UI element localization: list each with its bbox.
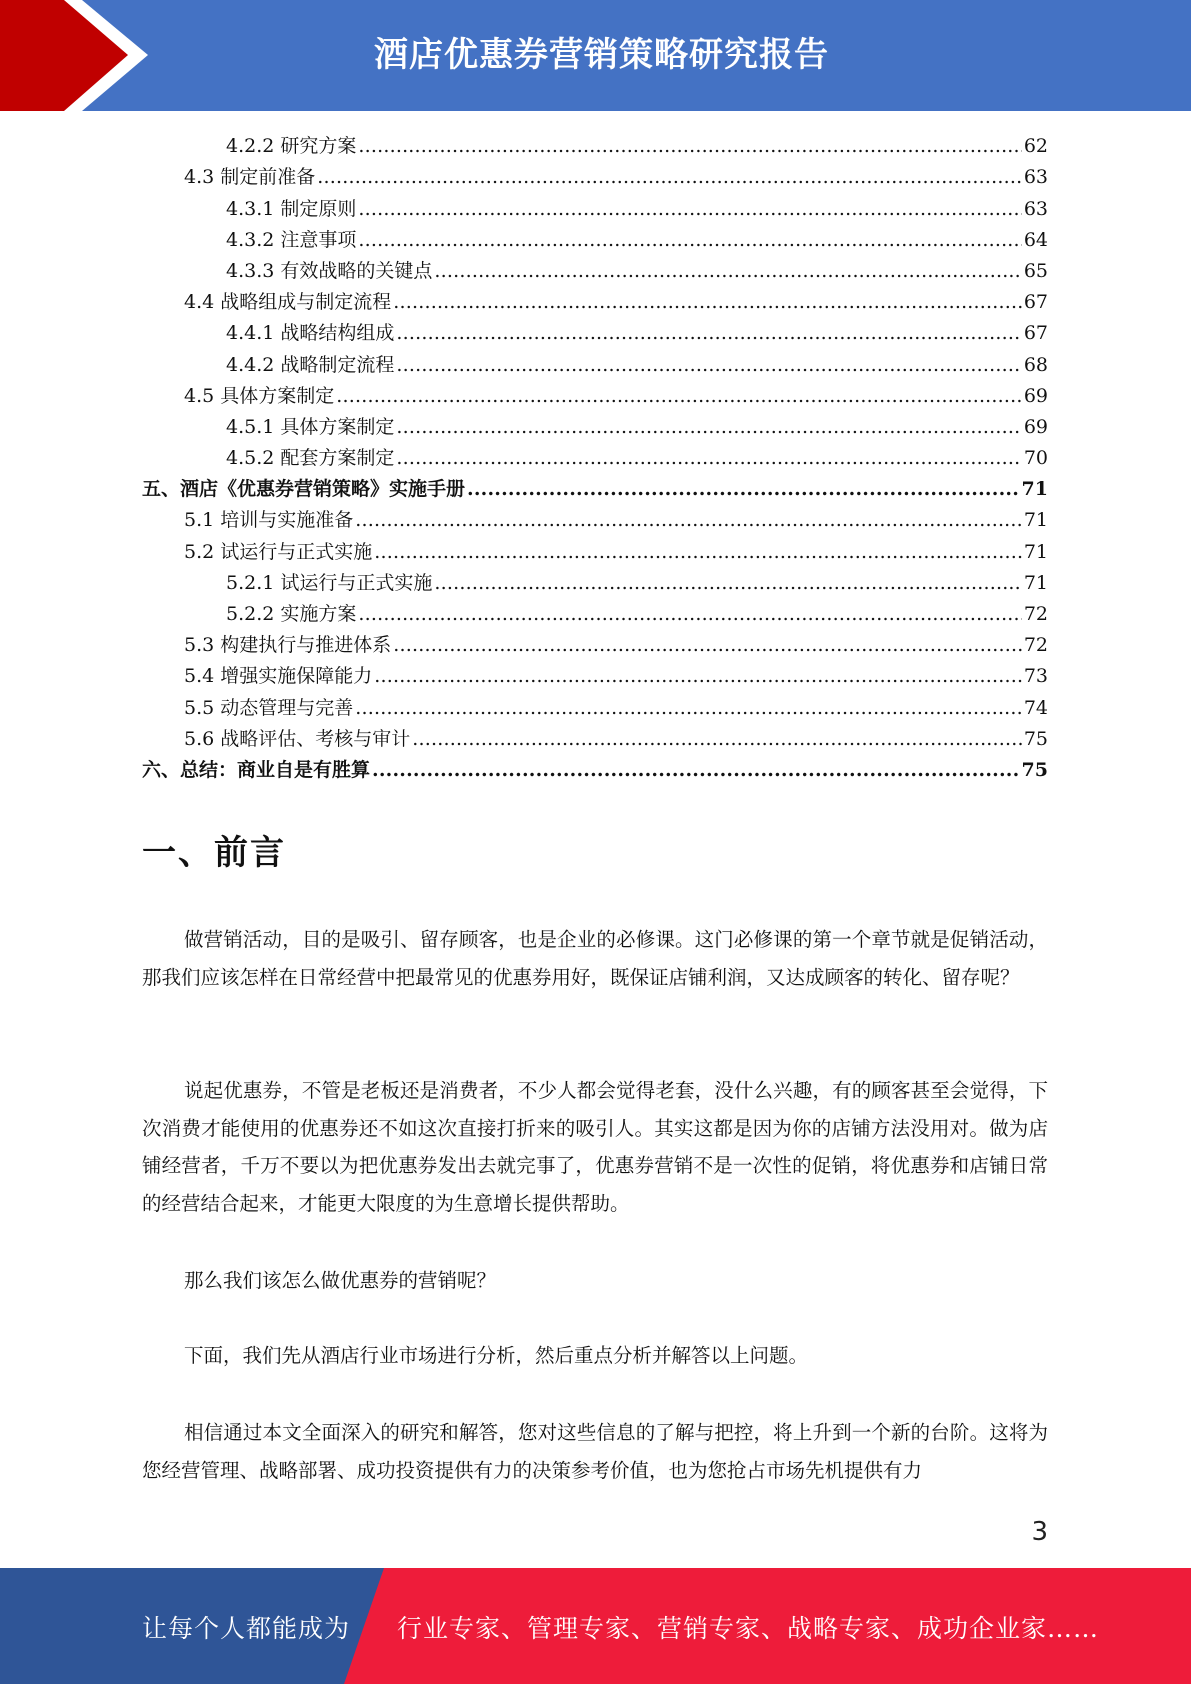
toc-leader-dots [358,197,1021,221]
toc-leader-dots [412,727,1022,751]
toc-entry-page: 72 [1023,603,1048,625]
toc-entry[interactable] [142,439,1048,470]
toc-leader-dots [358,134,1021,158]
toc-entry-title: 五、酒店《优惠券营销策略》实施手册 [142,478,466,501]
toc-leader-dots [336,384,1022,408]
body-paragraph: 说起优惠券，不管是老板还是消费者，不少人都会觉得老套，没什么兴趣，有的顾客甚至会觉得，下次消费才能使用的优惠券还不如这次直接打折来的吸引人。其实这都是因为你的店铺方法没用对。做为店铺经营者，千万不要以为把优惠券发出去就完事了，优惠券营销不是一次性的促销，将优惠券和店铺日常的经营结合起来，才能更大限度的为生意增长提供帮助。 [142,1079,1048,1215]
section-heading: 一、前言 [142,833,286,873]
toc-entry-title: 5.4 增强实施保障能力 [184,665,373,688]
toc-entry-title: 5.6 战略评估、考核与审计 [184,727,411,750]
toc-entry-page: 75 [1023,727,1048,750]
page-number: 3 [1031,1517,1048,1547]
toc-entry-title: 4.4.2 战略制定流程 [226,353,395,376]
body-paragraph: 下面，我们先从酒店行业市场进行分析，然后重点分析并解答以上问题。 [184,1344,809,1367]
toc-entry-page: 63 [1023,166,1048,189]
toc-entry[interactable] [142,127,1048,158]
toc-entry-title: 5.2.2 实施方案 [226,603,357,625]
toc-leader-dots [467,477,1020,501]
toc-leader-dots [434,259,1021,283]
toc-entry-title: 4.4 战略组成与制定流程 [184,291,392,314]
toc-entry-page: 71 [1023,571,1048,594]
toc-entry[interactable] [142,408,1048,439]
table-of-contents [142,127,1048,782]
body-paragraph: 那么我们该怎么做优惠券的营销呢？ [184,1269,497,1292]
toc-entry-page: 69 [1023,415,1048,438]
toc-leader-dots [393,633,1022,657]
toc-entry-title: 5.3 构建执行与推进体系 [184,634,392,657]
toc-entry[interactable] [142,345,1048,376]
toc-leader-dots [396,321,1021,345]
toc-entry-page: 64 [1023,228,1048,251]
toc-entry[interactable] [142,189,1048,220]
toc-entry-title: 4.3.2 注意事项 [226,228,357,251]
toc-entry-page: 69 [1023,384,1048,407]
toc-leader-dots [396,415,1021,439]
toc-entry[interactable] [142,626,1048,657]
toc-entry[interactable] [142,688,1048,719]
toc-entry-page: 62 [1023,135,1048,158]
toc-leader-dots [355,696,1022,720]
toc-leader-dots [396,353,1021,377]
toc-leader-dots [374,540,1022,564]
toc-entry-title: 4.5.2 配套方案制定 [226,447,395,470]
toc-entry[interactable] [142,377,1048,408]
toc-entry-title: 5.2.1 试运行与正式实施 [226,571,433,594]
toc-entry-title: 4.5.1 具体方案制定 [226,415,395,438]
toc-entry-title: 4.3 制定前准备 [184,166,316,189]
toc-leader-dots [393,290,1022,314]
toc-entry-page: 71 [1021,478,1048,501]
toc-entry-title: 4.3.3 有效战略的关键点 [226,259,433,282]
toc-leader-dots [317,165,1022,189]
toc-entry-page: 68 [1023,353,1048,376]
toc-leader-dots [372,758,1020,782]
toc-entry[interactable] [142,283,1048,314]
toc-leader-dots [434,571,1021,595]
footer-slogan-right: 行业专家、管理专家、营销专家、战略专家、成功企业家…… [397,1614,1100,1643]
toc-entry[interactable] [142,532,1048,563]
toc-entry[interactable] [142,751,1048,782]
toc-entry-page: 71 [1023,540,1048,563]
toc-entry-page: 63 [1023,197,1048,220]
toc-entry[interactable] [142,314,1048,345]
toc-entry[interactable] [142,221,1048,252]
toc-leader-dots [355,508,1022,532]
toc-leader-dots [358,228,1021,252]
toc-entry-page: 73 [1023,665,1048,688]
toc-entry-title: 4.4.1 战略结构组成 [226,322,395,345]
page-header [0,0,1191,111]
toc-entry[interactable] [142,720,1048,751]
toc-entry-title: 4.2.2 研究方案 [226,135,357,158]
footer-slogan-left: 让每个人都能成为 [142,1614,351,1643]
toc-entry-page: 65 [1023,259,1048,282]
toc-entry-page: 67 [1023,322,1048,345]
body-paragraph: 做营销活动，目的是吸引、留存顾客，也是企业的必修课。这门必修课的第一个章节就是促销活动，那我们应该怎样在日常经营中把最常见的优惠券用好，既保证店铺利润，又达成顾客的转化、留存呢？ [142,928,1048,989]
toc-entry-title: 5.5 动态管理与完善 [184,696,354,719]
toc-entry[interactable] [142,595,1048,626]
toc-entry-page: 71 [1023,509,1048,532]
toc-entry[interactable] [142,501,1048,532]
toc-entry-page: 70 [1023,447,1048,470]
toc-entry-page: 72 [1023,634,1048,657]
toc-leader-dots [396,446,1021,470]
toc-leader-dots [358,602,1021,626]
toc-entry-page: 75 [1021,758,1048,781]
toc-entry-title: 4.3.1 制定原则 [226,197,357,220]
toc-entry-title: 4.5 具体方案制定 [184,384,335,407]
toc-entry[interactable] [142,657,1048,688]
toc-entry[interactable] [142,470,1048,501]
toc-entry-page: 74 [1023,696,1048,719]
toc-entry-page: 67 [1023,291,1048,314]
toc-entry-title: 六、总结：商业自是有胜算 [142,758,371,781]
report-title: 酒店优惠券营销策略研究报告 [374,35,829,75]
toc-entry[interactable] [142,564,1048,595]
toc-entry[interactable] [142,158,1048,189]
toc-entry[interactable] [142,252,1048,283]
page-footer [0,1568,1191,1684]
toc-leader-dots [374,664,1022,688]
toc-entry-title: 5.2 试运行与正式实施 [184,540,373,563]
body-paragraph: 相信通过本文全面深入的研究和解答，您对这些信息的了解与把控，将上升到一个新的台阶。这将为您经营管理、战略部署、成功投资提供有力的决策参考价值，也为您抢占市场先机提供有力 [142,1421,1048,1482]
toc-entry-title: 5.1 培训与实施准备 [184,509,354,532]
